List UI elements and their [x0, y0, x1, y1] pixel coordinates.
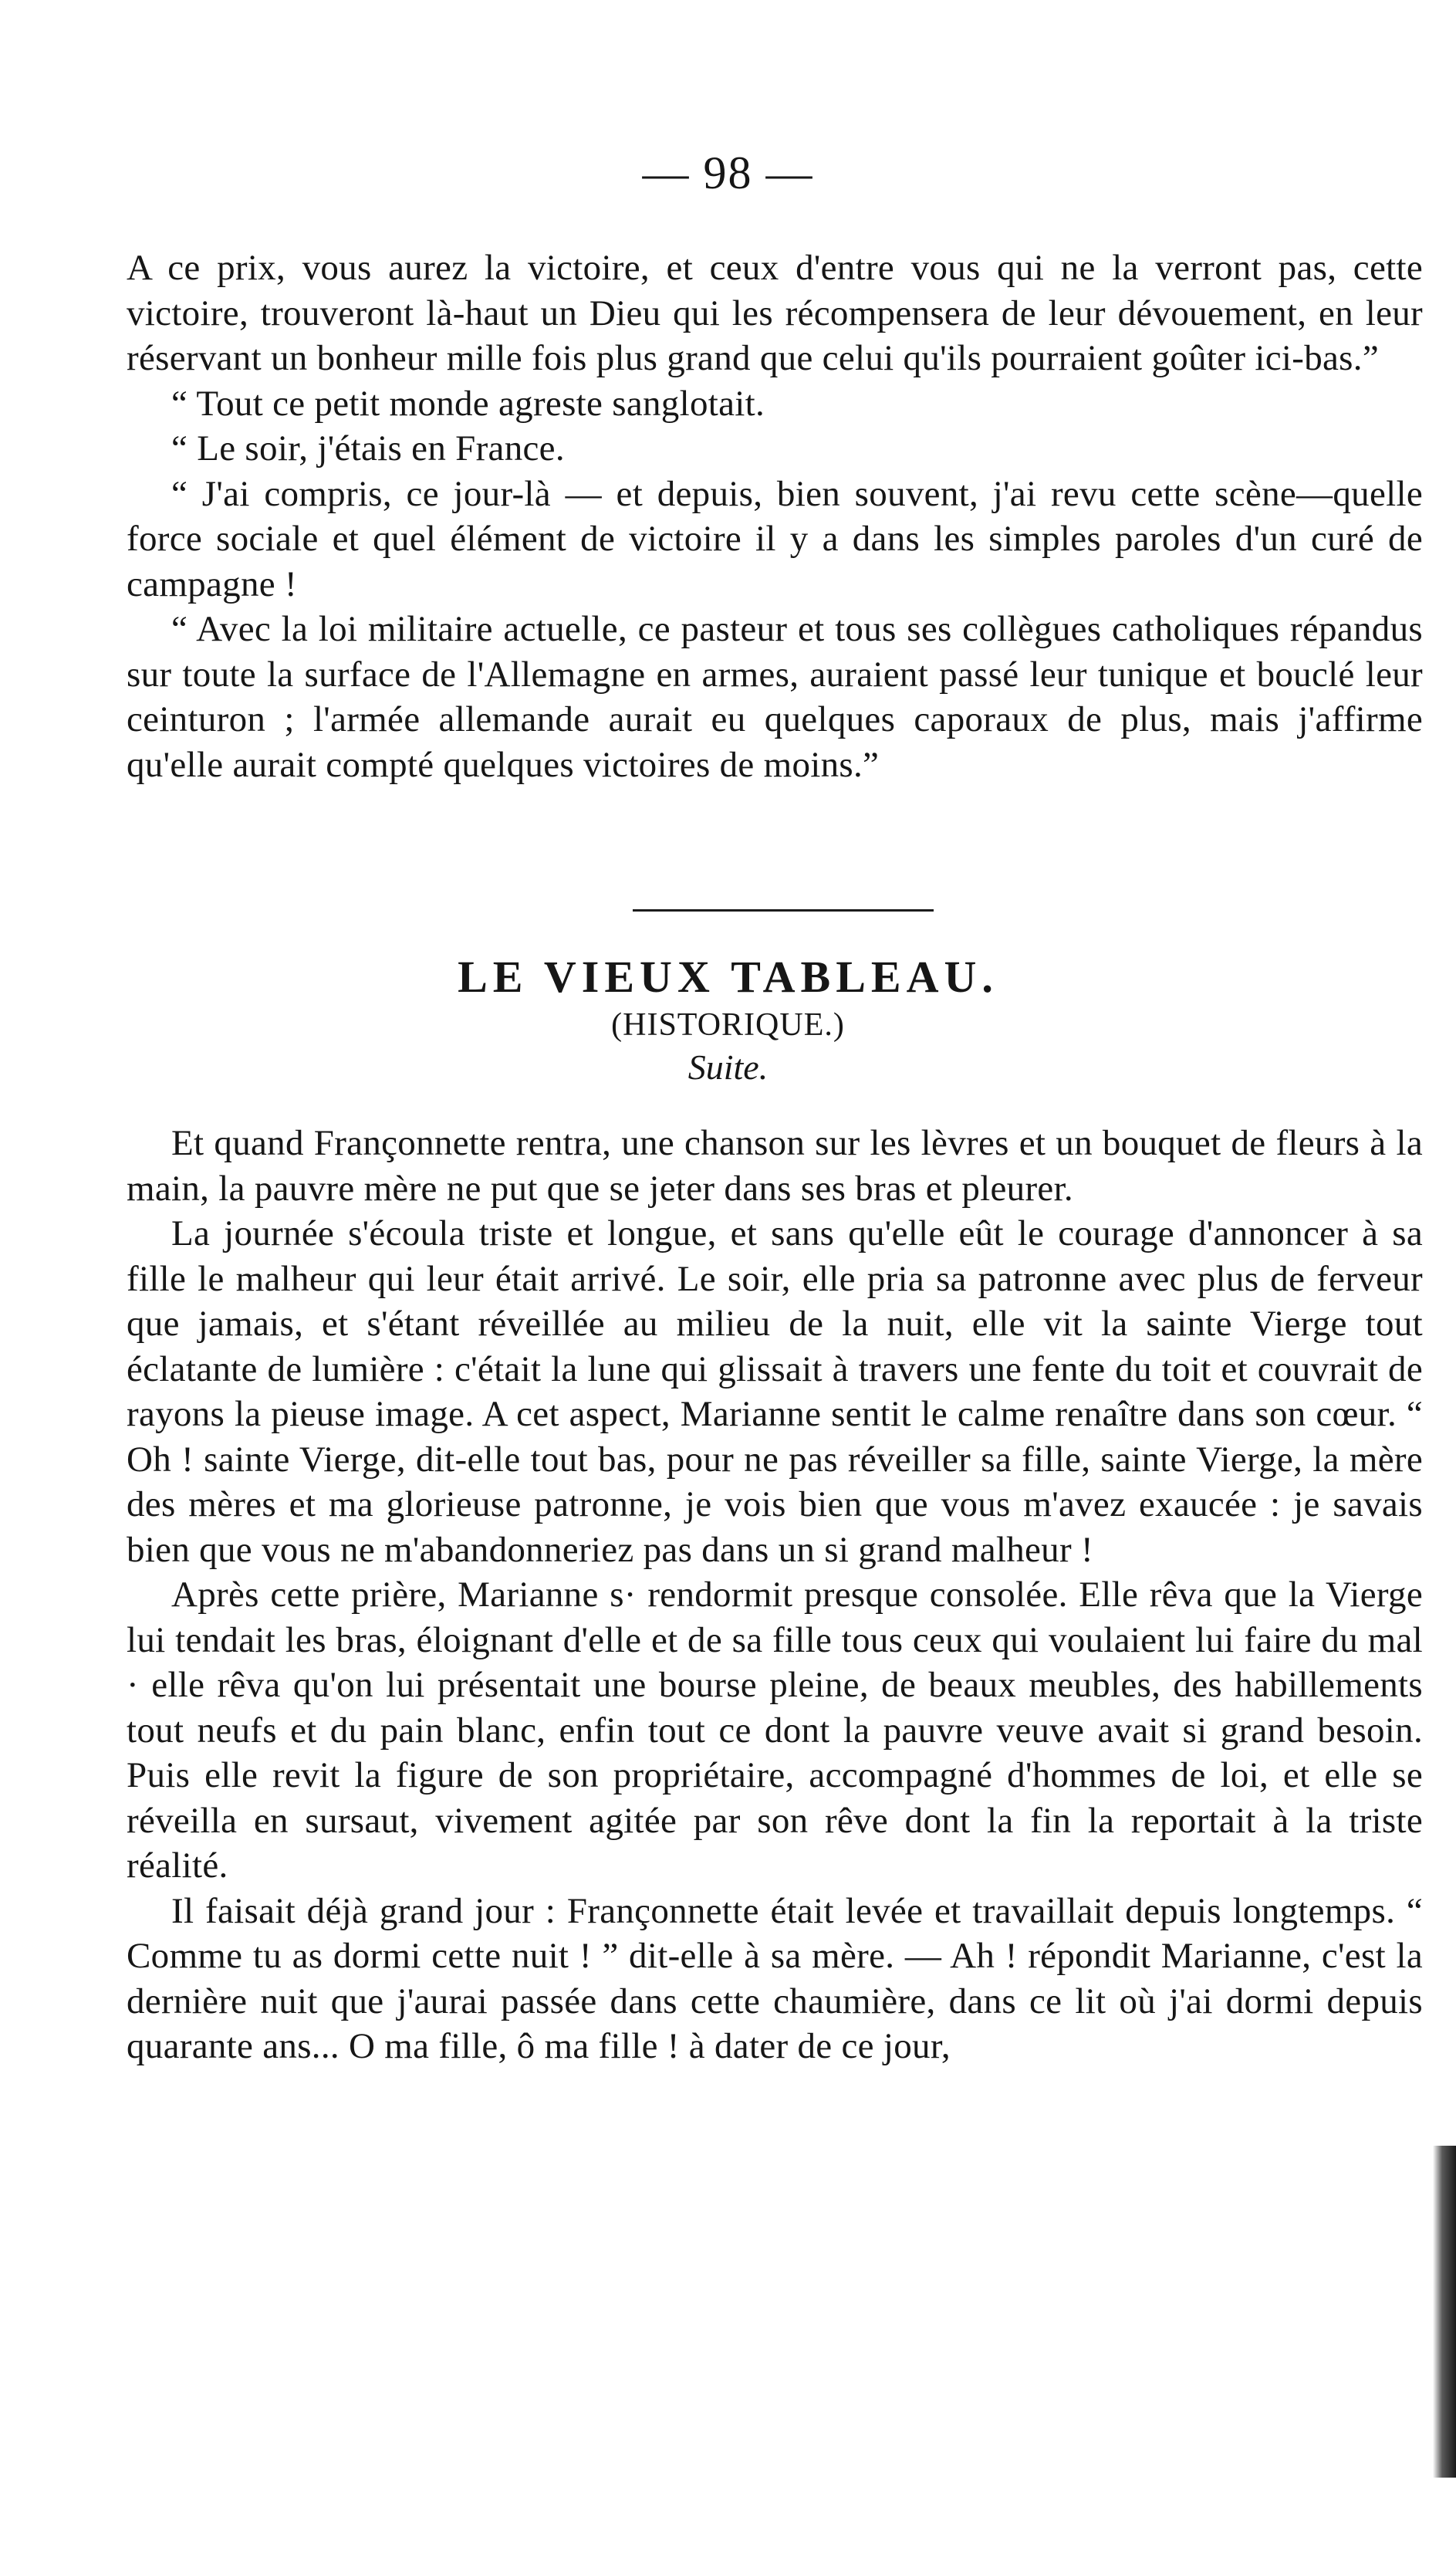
paragraph: “ Tout ce petit monde agreste sanglotait. — [171, 383, 765, 424]
paragraph: Et quand Françonnette rentra, une chanson sur les lèvres et un bouquet de fleurs à la main, la pauvre mère ne put que se jeter dans ses bras et pleurer. — [127, 1123, 1423, 1209]
section-divider — [633, 909, 934, 912]
paragraph: “ J'ai compris, ce jour-là — et depuis, bien souvent, j'ai revu cette scène—quelle force sociale et quel élément de victoire il y a dans les simples paroles d'un curé de campagne ! — [127, 473, 1423, 604]
paragraph: “ Avec la loi militaire actuelle, ce pasteur et tous ses collègues catholiques répandus sur toute la surface de l'Allemagne en armes, auraient passé leur tunique et bouclé leur ceinturon ; l'armée allemande aurait eu quelques caporaux de plus, mais j'affirme qu'elle aurait compté quelques victoires de moins.” — [127, 609, 1423, 785]
paragraph: La journée s'écoula triste et longue, et sans qu'elle eût le courage d'annoncer à sa fille le malheur qui leur était arrivé. Le soir, elle pria sa patronne avec plus de ferveur que jamais, et s'étant réveillée au milieu de la nuit, elle vit la sainte Vierge tout éclatante de lumière : c'était la lune qui glissait à travers une fente du toit et couvrait de rayons la pieuse image. A cet aspect, Marianne sentit le calme renaître dans son cœur. “ Oh ! sainte Vierge, dit-elle tout bas, pour ne pas réveiller sa fille, sainte Vierge, la mère des mères et ma glorieuse patronne, je vois bien que vous m'avez exaucée : je savais bien que vous ne m'abandonneriez pas dans un si grand malheur ! — [127, 1213, 1423, 1570]
paragraph: “ Le soir, j'étais en France. — [171, 428, 565, 469]
paragraph: A ce prix, vous aurez la victoire, et ceux d'entre vous qui ne la verront pas, cette victoire, trouveront là-haut un Dieu qui les récompensera de leur dévouement, en leur réservant un bonheur mille fois plus grand que celui qu'ils pourraient goûter ici-bas.” — [127, 248, 1423, 378]
page-number: — 98 — — [642, 147, 814, 198]
scan-edge-shadow — [1433, 2146, 1456, 2478]
section-note: Suite. — [687, 1047, 769, 1087]
section-subtitle: (HISTORIQUE.) — [611, 1007, 845, 1043]
opening-text-block — [127, 245, 1423, 787]
story-text-block — [127, 1121, 1423, 2069]
paragraph: Après cette prière, Marianne s· rendormit presque consolée. Elle rêva que la Vierge lui tendait les bras, éloignant d'elle et de sa fille tous ceux qui voulaient lui faire du mal · elle rêva qu'on lui présentait une bourse pleine, de beaux meubles, des habillements tout neufs et du pain blanc, enfin tout ce dont la pauvre veuve avait si grand besoin. Puis elle revit la figure de son propriétaire, accompagné d'hommes de loi, et elle se réveilla en sursaut, vivement agitée par son rêve dont la fin la reportait à la triste réalité. — [127, 1575, 1423, 1886]
section-title: LE VIEUX TABLEAU. — [458, 952, 998, 1002]
paragraph: Il faisait déjà grand jour : Françonnette était levée et travaillait depuis longtemps. “ Comme tu as dormi cette nuit ! ” dit-elle à sa mère. — Ah ! répondit Marianne, c'est la dernière nuit que j'aurai passée dans cette chaumière, dans ce lit où j'ai dormi depuis quarante ans... O ma fille, ô ma fille ! à dater de ce jour, — [127, 1890, 1423, 2066]
